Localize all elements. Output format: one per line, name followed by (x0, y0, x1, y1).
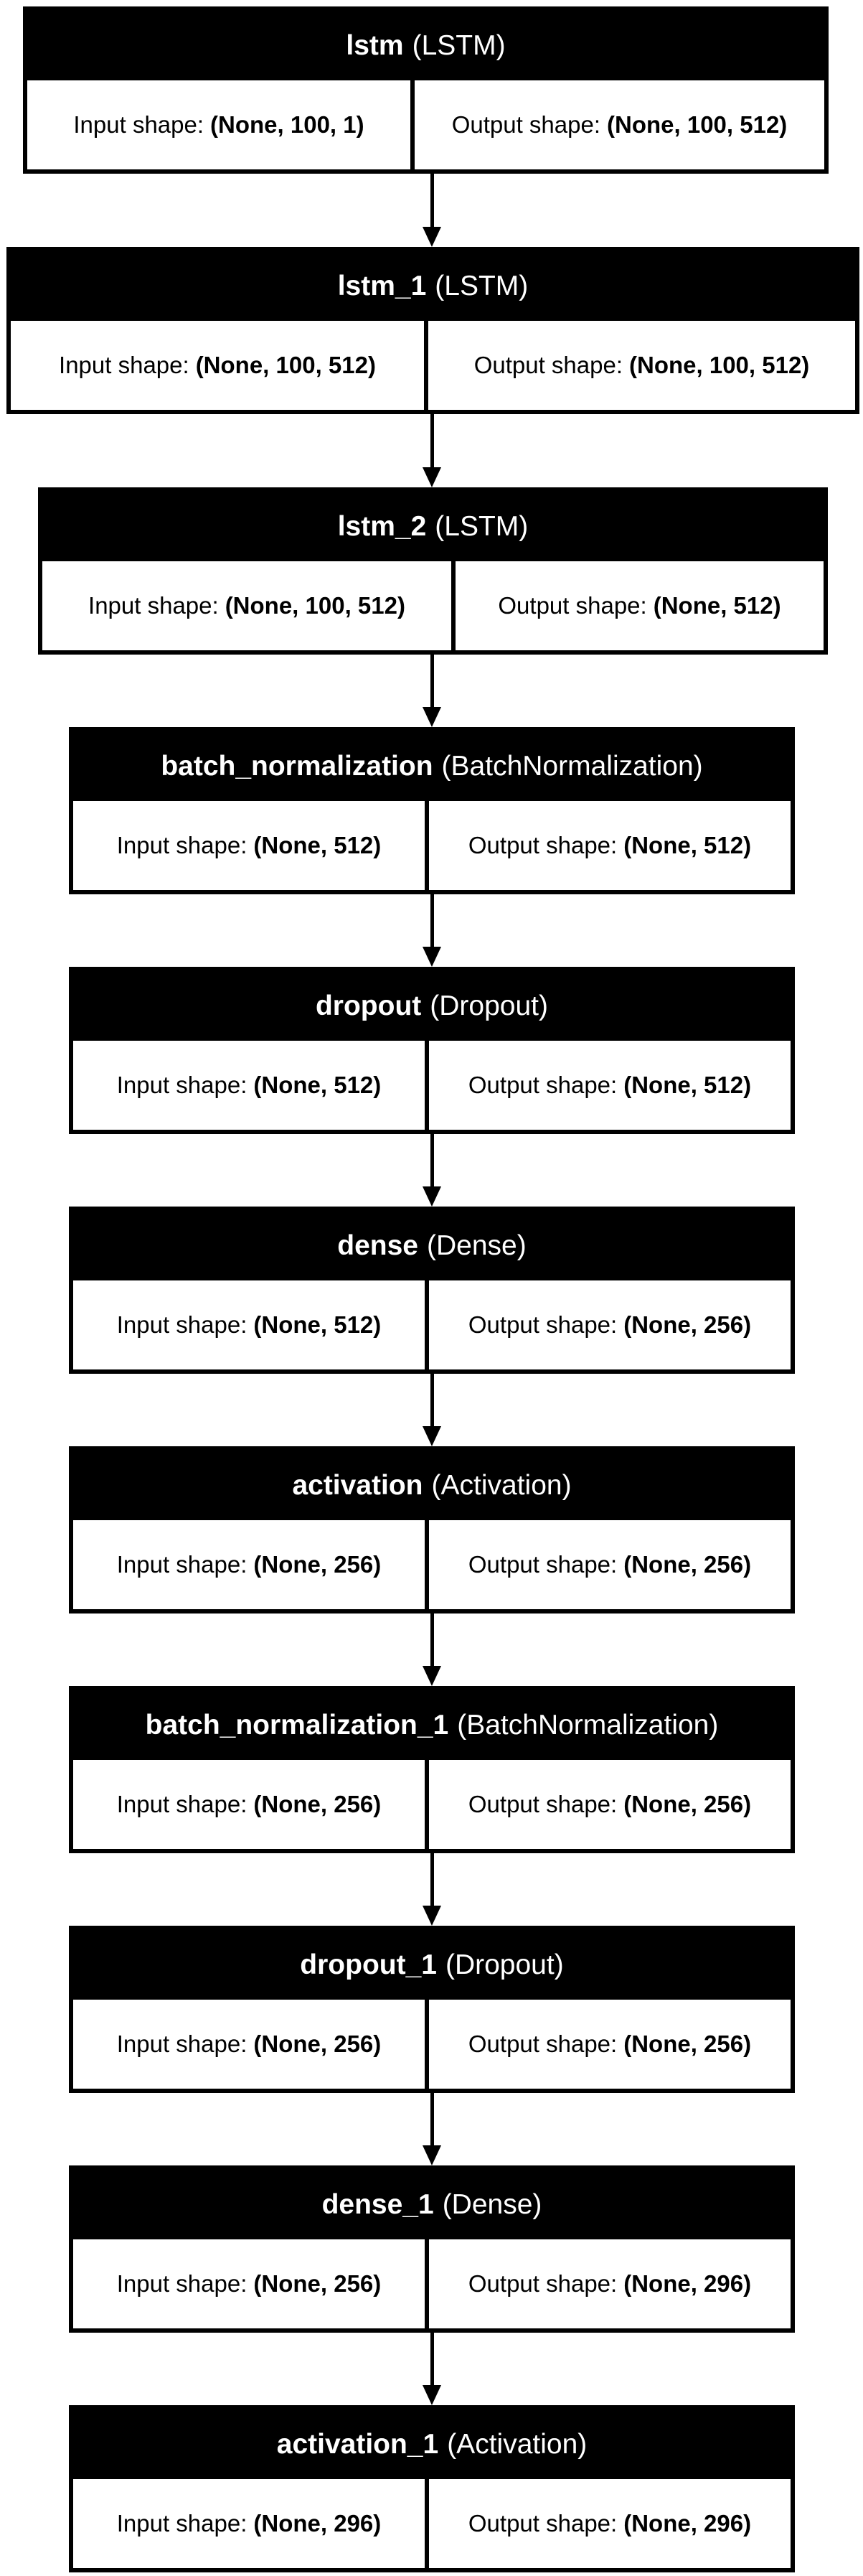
layer-node-lstm_2 (38, 487, 828, 655)
layer-type: (Dropout) (445, 1949, 564, 1980)
input-shape-cell (42, 561, 451, 650)
layer-node-activation (69, 1446, 795, 1613)
output-shape-value: (None, 256) (623, 2031, 752, 2057)
layer-node-activation_1 (69, 2405, 795, 2572)
output-shape-cell (429, 1760, 791, 1849)
input-shape-cell (73, 2000, 425, 2089)
input-shape-label: Input shape: (116, 2031, 247, 2057)
edge-lstm-to-lstm_1 (430, 174, 434, 228)
edge-dropout-to-dense (430, 1134, 434, 1188)
layer-type: (Activation) (447, 2428, 588, 2460)
layer-name: dropout_1 (300, 1949, 437, 1980)
layer-type: (Dropout) (430, 990, 548, 1021)
output-shape-cell (415, 80, 824, 169)
output-shape-cell (456, 561, 824, 650)
output-shape-cell (429, 1520, 791, 1609)
layer-header (73, 971, 791, 1041)
layer-header (73, 1451, 791, 1520)
input-shape-label: Input shape: (116, 1311, 247, 1338)
input-shape-cell (73, 1760, 425, 1849)
layer-header (73, 1211, 791, 1280)
input-shape-cell (73, 1280, 425, 1369)
layer-node-dense_1 (69, 2165, 795, 2333)
output-shape-value: (None, 256) (623, 1551, 752, 1578)
layer-type: (Activation) (431, 1469, 572, 1501)
input-shape-value: (None, 512) (253, 1072, 382, 1098)
layer-node-dropout_1 (69, 1926, 795, 2093)
output-shape-value: (None, 296) (623, 2510, 752, 2537)
arrowhead-icon (423, 2385, 441, 2405)
output-shape-value: (None, 512) (653, 592, 781, 619)
arrowhead-icon (423, 1666, 441, 1686)
input-shape-label: Input shape: (88, 592, 219, 619)
input-shape-value: (None, 256) (253, 1791, 382, 1817)
input-shape-label: Input shape: (59, 352, 189, 378)
layer-name: lstm_1 (337, 270, 427, 301)
edge-dense-to-activation (430, 1374, 434, 1428)
input-shape-label: Input shape: (116, 1072, 247, 1098)
layer-header (73, 2170, 791, 2239)
layer-name: batch_normalization (161, 750, 433, 782)
output-shape-label: Output shape: (468, 1072, 618, 1098)
output-shape-label: Output shape: (468, 832, 618, 858)
output-shape-label: Output shape: (468, 2510, 618, 2537)
layer-name: dense_1 (321, 2188, 434, 2220)
edge-batch_normalization-to-dropout (430, 894, 434, 948)
input-shape-label: Input shape: (116, 832, 247, 858)
input-shape-value: (None, 256) (253, 1551, 382, 1578)
input-shape-cell (73, 1041, 425, 1130)
layer-node-dropout (69, 967, 795, 1134)
layer-header (73, 1930, 791, 2000)
output-shape-cell (429, 1280, 791, 1369)
output-shape-value: (None, 296) (623, 2270, 752, 2297)
layer-type: (Dense) (442, 2188, 542, 2220)
edge-batch_normalization_1-to-dropout_1 (430, 1853, 434, 1907)
output-shape-label: Output shape: (468, 1311, 618, 1338)
output-shape-label: Output shape: (498, 592, 647, 619)
arrowhead-icon (423, 227, 441, 247)
output-shape-value: (None, 512) (623, 832, 752, 858)
layer-name: dropout (315, 990, 422, 1021)
output-shape-cell (428, 321, 855, 410)
input-shape-label: Input shape: (116, 2270, 247, 2297)
input-shape-value: (None, 100, 512) (225, 592, 405, 619)
layer-header (11, 251, 855, 321)
output-shape-cell (429, 801, 791, 890)
output-shape-label: Output shape: (468, 1551, 618, 1578)
input-shape-value: (None, 256) (253, 2031, 382, 2057)
layer-node-lstm (23, 6, 829, 174)
layer-name: batch_normalization_1 (145, 1709, 449, 1741)
edge-dropout_1-to-dense_1 (430, 2093, 434, 2147)
edge-lstm_1-to-lstm_2 (430, 414, 434, 469)
input-shape-value: (None, 512) (253, 832, 382, 858)
input-shape-label: Input shape: (116, 1791, 247, 1817)
layer-node-lstm_1 (6, 247, 859, 414)
layer-header (42, 492, 824, 561)
input-shape-value: (None, 512) (253, 1311, 382, 1338)
layer-header (27, 11, 824, 80)
output-shape-cell (429, 1041, 791, 1130)
input-shape-cell (73, 1520, 425, 1609)
layer-node-batch_normalization (69, 727, 795, 894)
arrowhead-icon (423, 1426, 441, 1446)
output-shape-label: Output shape: (451, 111, 601, 138)
layer-type: (LSTM) (435, 510, 529, 542)
input-shape-cell (73, 801, 425, 890)
layer-name: dense (337, 1230, 418, 1261)
layer-type: (LSTM) (412, 29, 506, 61)
layer-name: lstm_2 (337, 510, 427, 542)
arrowhead-icon (423, 1906, 441, 1926)
input-shape-value: (None, 100, 1) (210, 111, 364, 138)
layer-node-dense (69, 1207, 795, 1374)
output-shape-value: (None, 512) (623, 1072, 752, 1098)
layer-header (73, 1690, 791, 1760)
layer-header (73, 731, 791, 801)
edge-lstm_2-to-batch_normalization (430, 655, 434, 708)
layer-name: activation_1 (276, 2428, 439, 2460)
layer-name: activation (292, 1469, 423, 1501)
edge-activation-to-batch_normalization_1 (430, 1613, 434, 1667)
output-shape-value: (None, 100, 512) (629, 352, 810, 378)
output-shape-label: Output shape: (473, 352, 623, 378)
output-shape-label: Output shape: (468, 1791, 618, 1817)
layer-header (73, 2409, 791, 2479)
arrowhead-icon (423, 707, 441, 727)
output-shape-value: (None, 256) (623, 1311, 752, 1338)
layer-name: lstm (346, 29, 404, 61)
input-shape-label: Input shape: (73, 111, 204, 138)
output-shape-label: Output shape: (468, 2031, 618, 2057)
output-shape-value: (None, 256) (623, 1791, 752, 1817)
input-shape-cell (73, 2239, 425, 2328)
layer-type: (Dense) (427, 1230, 527, 1261)
arrowhead-icon (423, 1186, 441, 1207)
input-shape-label: Input shape: (116, 1551, 247, 1578)
layer-type: (BatchNormalization) (441, 750, 703, 782)
output-shape-cell (429, 2239, 791, 2328)
input-shape-value: (None, 256) (253, 2270, 382, 2297)
input-shape-value: (None, 100, 512) (195, 352, 376, 378)
input-shape-label: Input shape: (116, 2510, 247, 2537)
input-shape-cell (73, 2479, 425, 2568)
edge-dense_1-to-activation_1 (430, 2333, 434, 2387)
arrowhead-icon (423, 2145, 441, 2165)
layer-type: (BatchNormalization) (457, 1709, 719, 1741)
layer-type: (LSTM) (435, 270, 529, 301)
output-shape-label: Output shape: (468, 2270, 618, 2297)
arrowhead-icon (423, 467, 441, 487)
output-shape-cell (429, 2000, 791, 2089)
input-shape-cell (27, 80, 410, 169)
layer-node-batch_normalization_1 (69, 1686, 795, 1853)
input-shape-cell (11, 321, 424, 410)
output-shape-value: (None, 100, 512) (607, 111, 788, 138)
output-shape-cell (429, 2479, 791, 2568)
arrowhead-icon (423, 947, 441, 967)
input-shape-value: (None, 296) (253, 2510, 382, 2537)
